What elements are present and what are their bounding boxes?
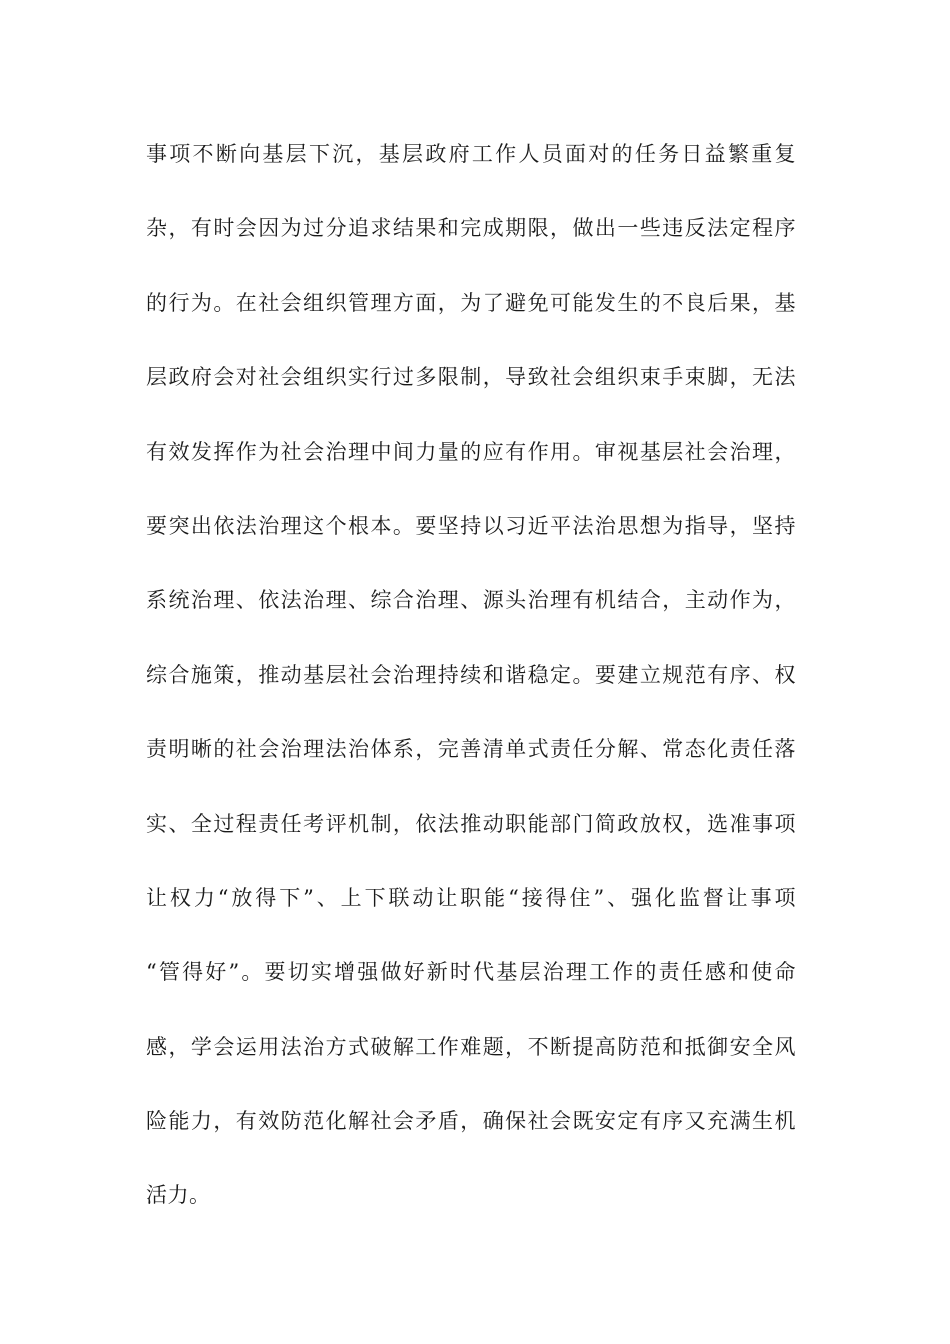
text-line-3: 的行为。在社会组织管理方面，为了避免可能发生的不良后果，基 xyxy=(146,290,796,315)
text-line-13: 感，学会运用法治方式破解工作难题，不断提高防范和抵御安全风 xyxy=(146,1034,796,1059)
text-line-5: 有效发挥作为社会治理中间力量的应有作用。审视基层社会治理， xyxy=(146,439,796,464)
text-line-2: 杂，有时会因为过分追求结果和完成期限，做出一些违反法定程序 xyxy=(146,216,796,241)
text-line-10: 实、全过程责任考评机制，依法推动职能部门简政放权，选准事项 xyxy=(146,811,796,836)
text-line-8: 综合施策，推动基层社会治理持续和谐稳定。要建立规范有序、权 xyxy=(146,662,796,687)
text-line-7: 系统治理、依法治理、综合治理、源头治理有机结合，主动作为， xyxy=(146,588,796,613)
text-line-12: “管得好”。要切实增强做好新时代基层治理工作的责任感和使命 xyxy=(146,960,796,985)
text-line-14: 险能力，有效防范化解社会矛盾，确保社会既安定有序又充满生机 xyxy=(146,1109,796,1134)
text-line-9: 责明晰的社会治理法治体系，完善清单式责任分解、常态化责任落 xyxy=(146,737,796,762)
text-line-1: 事项不断向基层下沉，基层政府工作人员面对的任务日益繁重复 xyxy=(146,142,796,166)
body-paragraph xyxy=(146,132,796,1248)
text-line-15: 活力。 xyxy=(146,1183,211,1208)
text-line-6: 要突出依法治理这个根本。要坚持以习近平法治思想为指导，坚持 xyxy=(146,513,796,538)
text-line-4: 层政府会对社会组织实行过多限制，导致社会组织束手束脚，无法 xyxy=(146,365,796,390)
text-line-11: 让权力“放得下”、上下联动让职能“接得住”、强化监督让事项 xyxy=(146,885,796,910)
